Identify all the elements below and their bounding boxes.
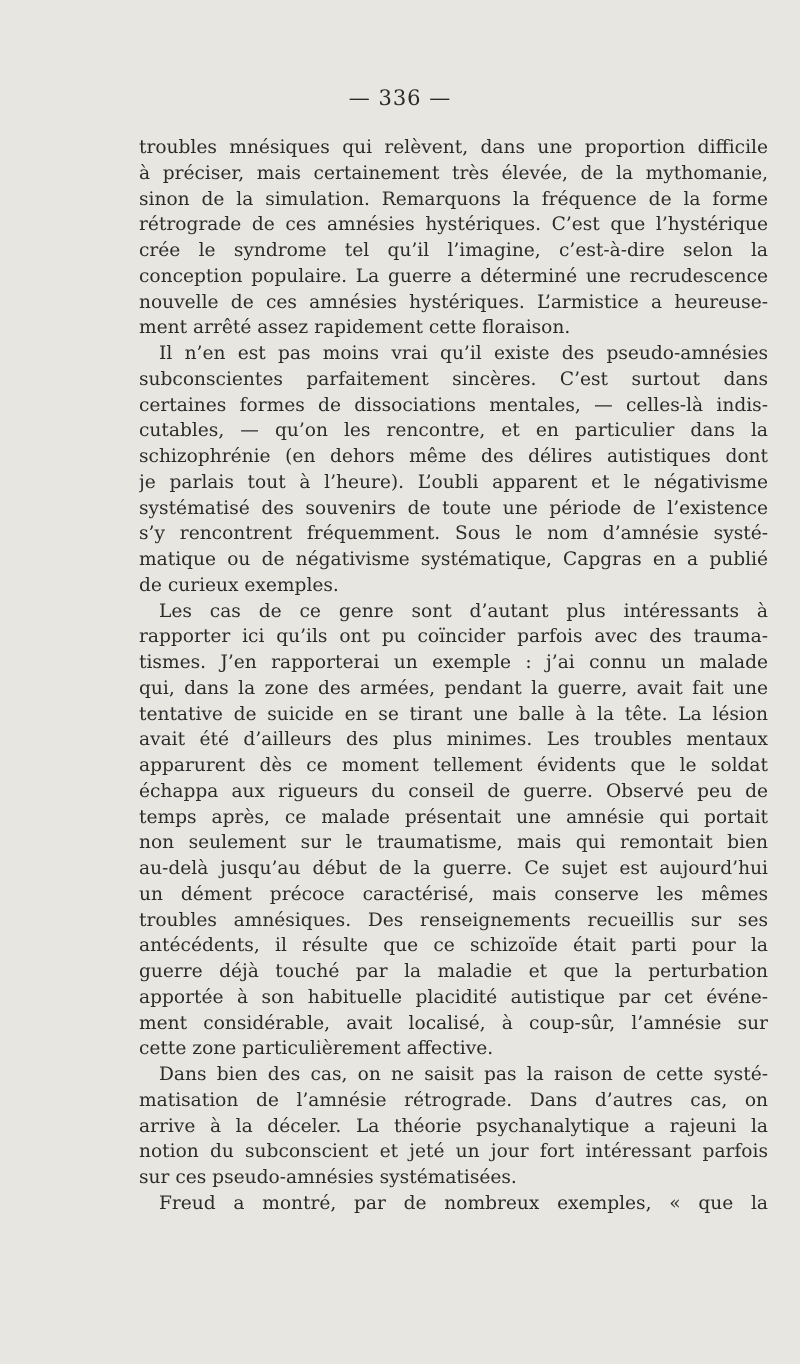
text-line: au-delà jusqu’au début de la guerre. Ce sujet est aujourd’hui (139, 858, 768, 879)
text-line: systématisé des souvenirs de toute une période de l’existence (139, 497, 768, 519)
text-line: s’y rencontrent fréquemment. Sous le nom d’amnésie systé- (139, 523, 768, 545)
text-line: apparurent dès ce moment tellement évidents que le soldat (139, 755, 768, 776)
text-line: un dément précoce caractérisé, mais conserve les mêmes (139, 883, 768, 905)
text-line: je parlais tout à l’heure). L’oubli apparent et le négativisme (139, 471, 768, 493)
text-line: matique ou de négativisme systématique, Capgras en a publié (139, 549, 768, 570)
text-line: temps après, ce malade présentait une amnésie qui portait (139, 806, 768, 828)
text-line: échappa aux rigueurs du conseil de guerre. Observé peu de (139, 780, 768, 802)
text-line: qui, dans la zone des armées, pendant la guerre, avait fait une (139, 677, 768, 699)
text-line: guerre déjà touché par la maladie et que la perturbation (139, 961, 768, 982)
text-line: crée le syndrome tel qu’il l’imagine, c’est-à-dire selon la (139, 240, 768, 261)
text-line: ment arrêté assez rapidement cette floraison. (139, 317, 571, 339)
text-line: apportée à son habituelle placidité autistique par cet événe- (139, 986, 768, 1008)
text-line: sur ces pseudo-amnésies systématisées. (139, 1167, 517, 1188)
text-line: matisation de l’amnésie rétrograde. Dans d’autres cas, on (139, 1089, 768, 1111)
text-line: tentative de suicide en se tirant une balle à la tête. La lésion (139, 703, 768, 725)
text-line: nouvelle de ces amnésies hystériques. L’armistice a heureuse- (139, 291, 768, 313)
text-line: rapporter ici qu’ils ont pu coïncider parfois avec des trauma- (139, 626, 768, 648)
text-line: schizophrénie (en dehors même des délires autistiques dont (139, 446, 768, 467)
text-line: tismes. J’en rapporterai un exemple : j’ai connu un malade (139, 652, 768, 673)
text-line: Les cas de ce genre sont d’autant plus intéressants à (159, 600, 768, 622)
page-number: — 336 — (348, 86, 452, 110)
text-line: arrive à la déceler. La théorie psychanalytique a rajeuni la (139, 1115, 768, 1137)
text-line: avait été d’ailleurs des plus minimes. Les troubles mentaux (139, 729, 768, 751)
text-line: sinon de la simulation. Remarquons la fréquence de la forme (139, 188, 768, 210)
text-line: non seulement sur le traumatisme, mais qui remontait bien (139, 832, 768, 854)
text-line: Freud a montré, par de nombreux exemples, « que la (159, 1192, 768, 1214)
text-line: conception populaire. La guerre a déterminé une recrudescence (139, 265, 768, 287)
text-line: cette zone particulièrement affective. (139, 1038, 494, 1060)
text-line: ment considérable, avait localisé, à coup-sûr, l’amnésie sur (139, 1012, 768, 1034)
text-line: notion du subconscient et jeté un jour fort intéressant parfois (139, 1141, 768, 1163)
text-line: de curieux exemples. (139, 574, 339, 596)
body-text (139, 135, 768, 1217)
text-line: rétrograde de ces amnésies hystériques. C’est que l’hystérique (139, 214, 768, 236)
text-line: subconscientes parfaitement sincères. C’est surtout dans (139, 368, 768, 390)
text-line: à préciser, mais certainement très élevée, de la mythomanie, (139, 162, 768, 184)
text-line: certaines formes de dissociations mentales, — celles-là indis- (139, 394, 768, 416)
text-line: cutables, — qu’on les rencontre, et en particulier dans la (139, 420, 768, 442)
text-line: Il n’en est pas moins vrai qu’il existe des pseudo-amnésies (159, 343, 768, 364)
text-line: troubles mnésiques qui relèvent, dans une proportion difficile (139, 137, 768, 158)
text-line: troubles amnésiques. Des renseignements recueillis sur ses (139, 909, 768, 931)
text-line: antécédents, il résulte que ce schizoïde était parti pour la (139, 935, 768, 957)
text-line: Dans bien des cas, on ne saisit pas la raison de cette systé- (159, 1064, 768, 1085)
